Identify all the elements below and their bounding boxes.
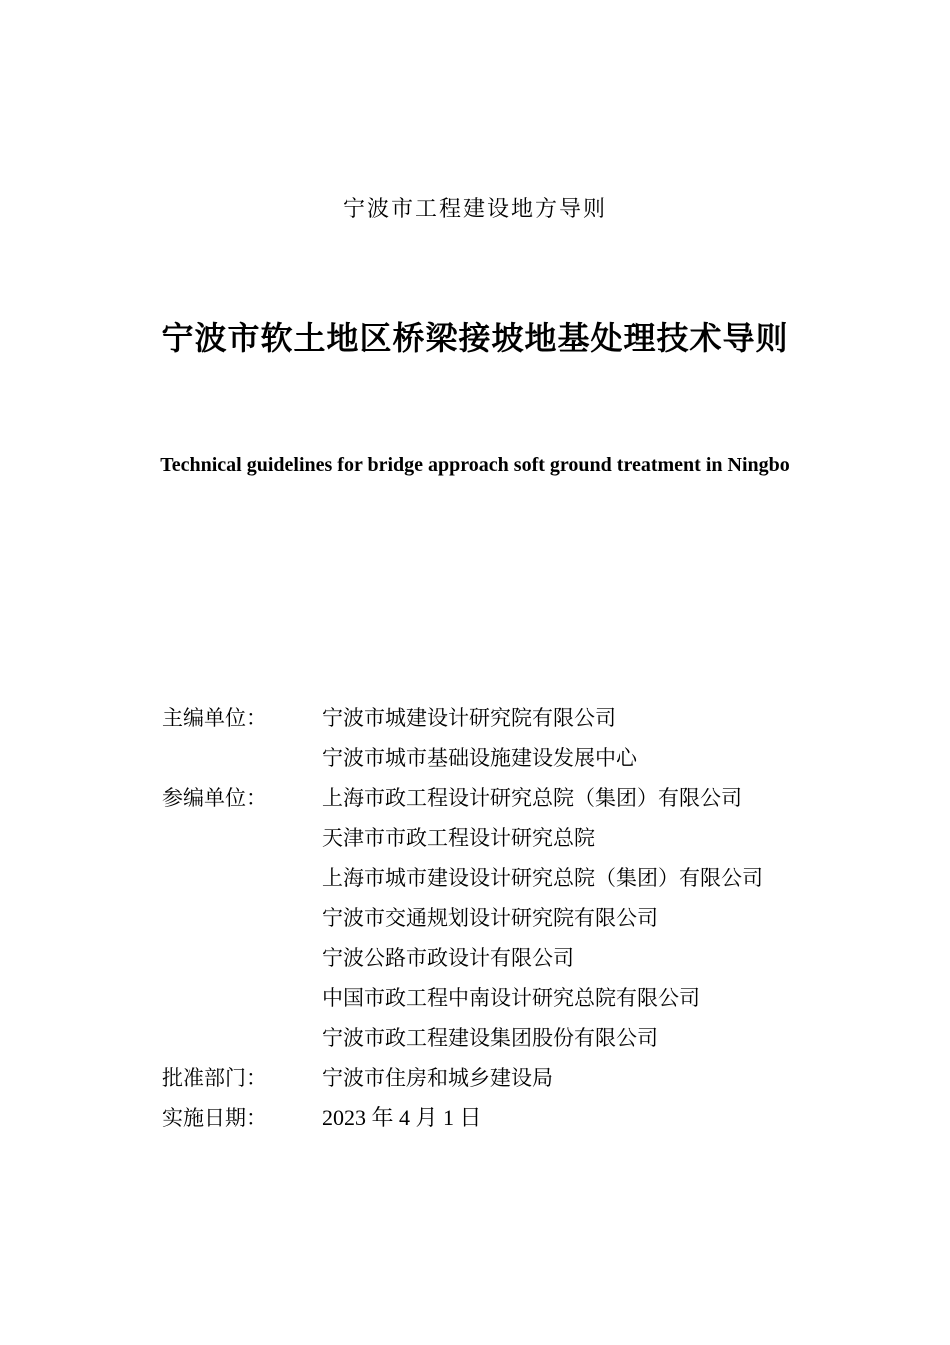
series-title: 宁波市工程建设地方导则 (342, 197, 607, 222)
chief-editors-list (322, 698, 862, 778)
approval-row (162, 1058, 862, 1098)
effective-date-value: 2023 年 4 月 1 日 (322, 1105, 482, 1130)
co-editors-label: 参编单位： (162, 786, 267, 810)
effective-date-label: 实施日期： (162, 1106, 267, 1130)
chief-editors-label: 主编单位： (162, 706, 267, 730)
co-editor-item: 中国市政工程中南设计研究总院有限公司 (322, 986, 700, 1010)
document-title: 宁波市软土地区桥梁接坡地基处理技术导则 (161, 319, 789, 357)
chief-editor-item: 宁波市城建设计研究院有限公司 (322, 706, 616, 730)
chief-editors-row (162, 698, 862, 778)
chief-editor-item: 宁波市城市基础设施建设发展中心 (322, 746, 637, 770)
co-editor-item: 上海市政工程设计研究总院（集团）有限公司 (322, 786, 742, 810)
co-editor-item: 上海市城市建设设计研究总院（集团）有限公司 (322, 866, 763, 890)
co-editors-list (322, 778, 862, 1058)
approval-label: 批准部门： (162, 1066, 267, 1090)
info-block (162, 698, 862, 1138)
co-editors-row (162, 778, 862, 1058)
english-title: Technical guidelines for bridge approach soft ground treatment in Ningbo (160, 454, 790, 476)
approval-value: 宁波市住房和城乡建设局 (322, 1066, 553, 1090)
co-editor-item: 宁波市政工程建设集团股份有限公司 (322, 1026, 658, 1050)
co-editor-item: 宁波公路市政设计有限公司 (322, 946, 574, 970)
co-editor-item: 宁波市交通规划设计研究院有限公司 (322, 906, 658, 930)
co-editor-item: 天津市市政工程设计研究总院 (322, 826, 595, 850)
effective-date-row (162, 1098, 862, 1138)
